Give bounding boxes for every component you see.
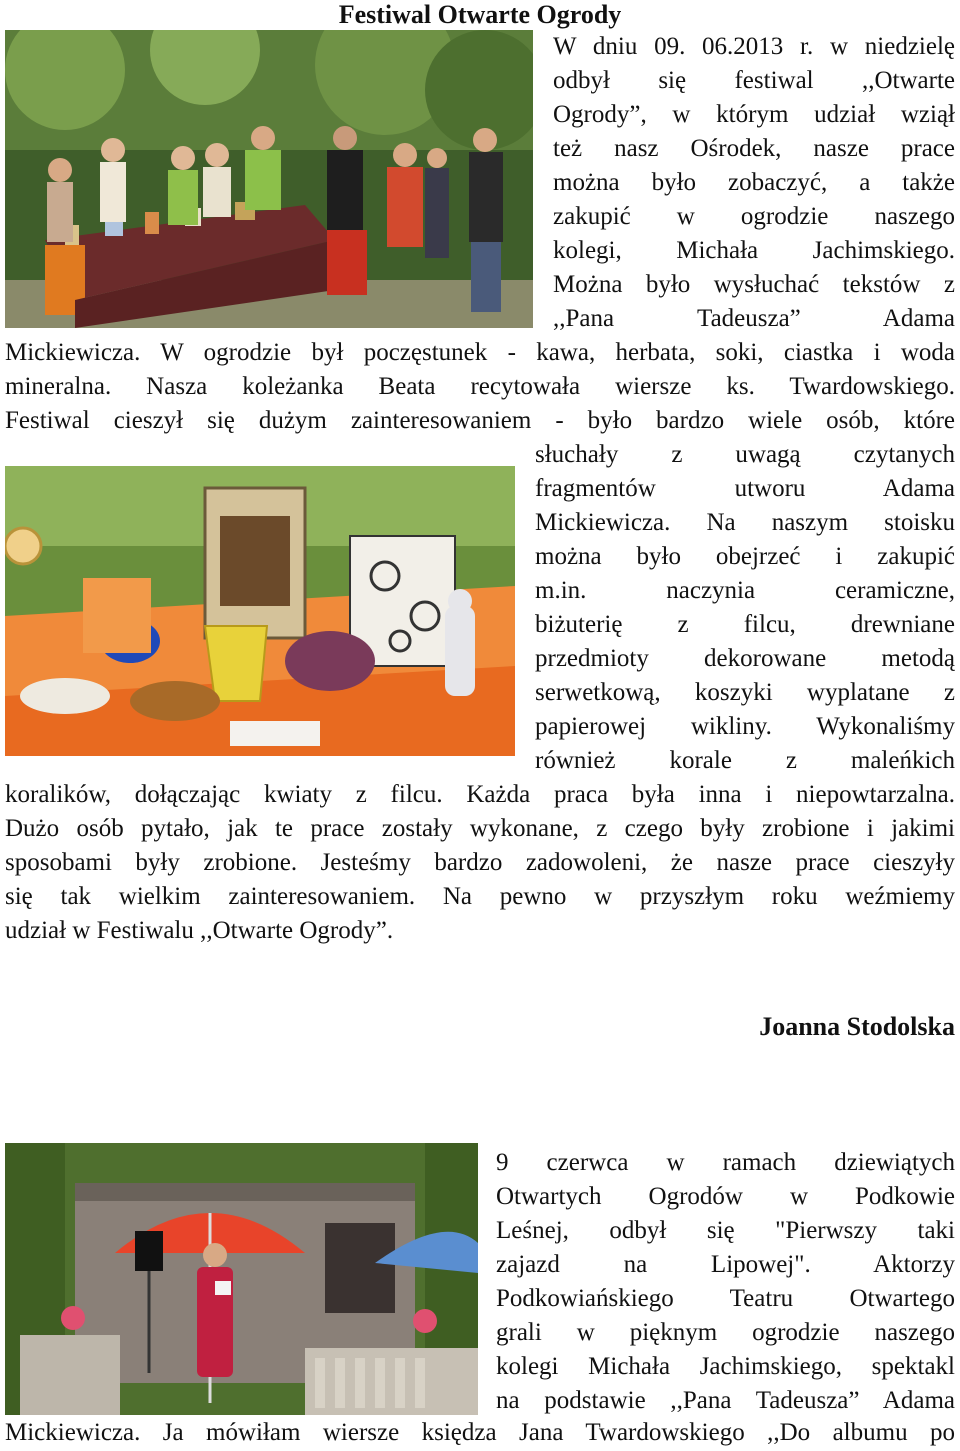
text-line: mineralna. Nasza koleżanka Beata recytowała wiersze ks. Twardowskiego. <box>5 373 955 400</box>
text-line: papierowej wikliny. Wykonaliśmy <box>535 713 955 740</box>
text-line: W dniu 09. 06.2013 r. w niedzielę <box>553 33 955 60</box>
text-line: zakupić w ogrodzie naszego <box>553 203 955 230</box>
outdoor-reading-illustration <box>5 1143 478 1415</box>
text-line: słuchały z uwagą czytanych <box>535 441 955 468</box>
text-line: Mickiewicza. Na naszym stoisku <box>535 509 955 536</box>
garden-stall-people-photo <box>5 30 533 328</box>
text-line: 9 czerwca w ramach dziewiątych <box>496 1149 955 1176</box>
text-line: koralików, dołączając kwiaty z filcu. Każda praca była inna i niepowtarzalna. <box>5 781 955 808</box>
text-line: Można było wysłuchać tekstów z <box>553 271 955 298</box>
crafts-table-photo <box>5 466 515 756</box>
text-line: kolegi Michała Jachimskiego, spektakl <box>496 1353 955 1380</box>
text-line: Mickiewicza. Ja mówiłam wiersze księdza Jana Twardowskiego ,,Do albumu po <box>5 1419 955 1446</box>
text-line: można było obejrzeć i zakupić <box>535 543 955 570</box>
text-line: biżuterię z filcu, drewniane <box>535 611 955 638</box>
text-line: przedmioty dekorowane metodą <box>535 645 955 672</box>
text-line: odbył się festiwal ,,Otwarte <box>553 67 955 94</box>
text-line: Otwartych Ogrodów w Podkowie <box>496 1183 955 1210</box>
text-line: na podstawie ,,Pana Tadeusza” Adama <box>496 1387 955 1414</box>
author-signature: Joanna Stodolska <box>759 1012 955 1041</box>
text-line: się tak wielkim zainteresowaniem. Na pewno w przyszłym roku weźmiemy <box>5 883 955 910</box>
text-line: Ogrody”, w którym udział wziął <box>553 101 955 128</box>
article-title: Festiwal Otwarte Ogrody <box>338 0 622 29</box>
text-line: udział w Festiwalu ,,Otwarte Ogrody”. <box>5 917 394 944</box>
text-line: sposobami były zrobione. Jesteśmy bardzo zadowoleni, że nasze prace cieszyły <box>5 849 955 876</box>
text-line: Dużo osób pytało, jak te prace zostały wykonane, z czego były zrobione i jakimi <box>5 815 955 842</box>
garden-stall-illustration <box>5 30 533 328</box>
text-line: serwetkową, koszyki wyplatane z <box>535 679 955 706</box>
text-line: można było zobaczyć, a także <box>553 169 955 196</box>
text-line: Festiwal cieszył się dużym zainteresowaniem - było bardzo wiele osób, które <box>5 407 955 434</box>
text-line: Leśnej, odbył się "Pierwszy taki <box>496 1217 955 1244</box>
text-line: kolegi, Michała Jachimskiego. <box>553 237 955 264</box>
text-line: m.in. naczynia ceramiczne, <box>535 577 955 604</box>
text-line: grali w pięknym ogrodzie naszego <box>496 1319 955 1346</box>
crafts-table-illustration <box>5 466 515 756</box>
text-line: też nasz Ośrodek, nasze prace <box>553 135 955 162</box>
outdoor-reading-umbrella-photo <box>5 1143 478 1415</box>
text-line: ,,Pana Tadeusza” Adama <box>553 305 955 332</box>
text-line: również korale z maleńkich <box>535 747 955 774</box>
text-line: fragmentów utworu Adama <box>535 475 955 502</box>
text-line: Podkowiańskiego Teatru Otwartego <box>496 1285 955 1312</box>
text-line: zajazd na Lipowej". Aktorzy <box>496 1251 955 1278</box>
text-line: Mickiewicza. W ogrodzie był poczęstunek - kawa, herbata, soki, ciastka i woda <box>5 339 955 366</box>
